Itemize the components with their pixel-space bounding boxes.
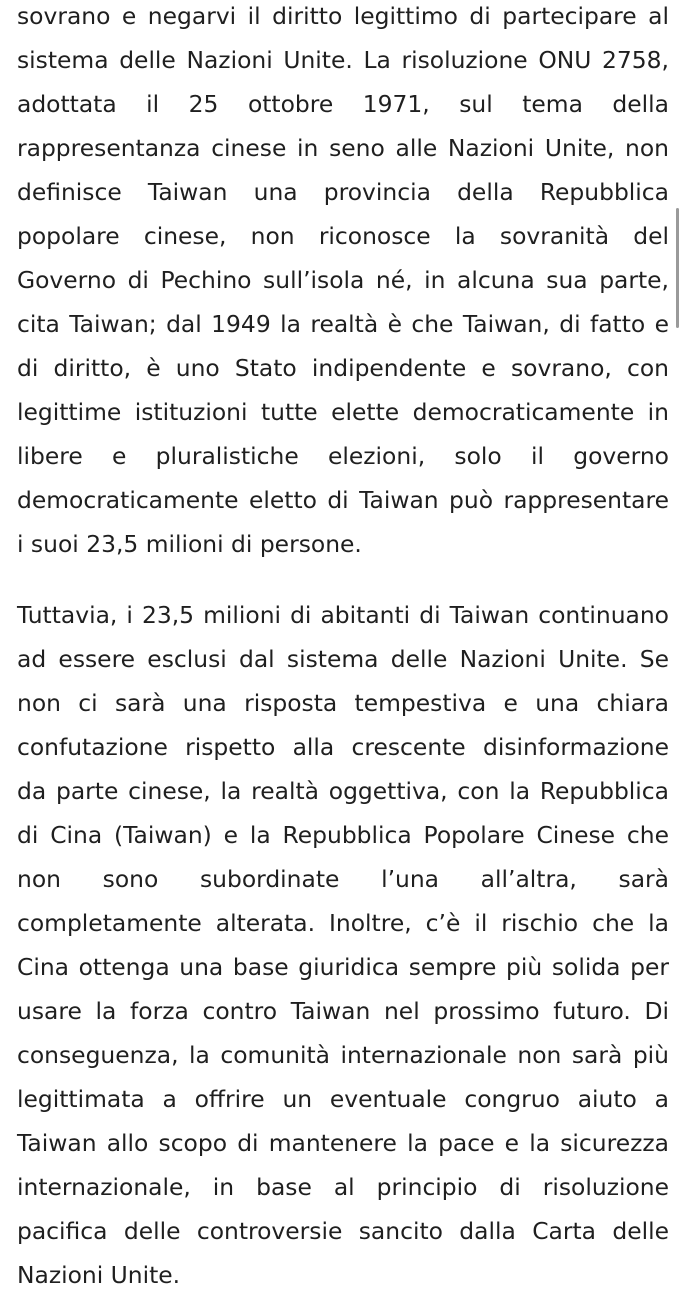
paragraph-gap (17, 566, 669, 593)
paragraph-line: libere e pluralistiche elezioni, solo il governo (17, 442, 669, 470)
paragraph-line: sistema delle Nazioni Unite. La risoluzione ONU 2758, (17, 46, 669, 74)
paragraph-line: ad essere esclusi dal sistema delle Nazioni Unite. Se (17, 645, 669, 673)
paragraph-line: rappresentanza cinese in seno alle Nazioni Unite, non (17, 134, 669, 162)
paragraph-line: Nazioni Unite. (17, 1261, 181, 1289)
scrollbar-thumb[interactable] (676, 208, 679, 328)
paragraph-line: cita Taiwan; dal 1949 la realtà è che Taiwan, di fatto e (17, 310, 669, 338)
paragraph-2 (17, 593, 669, 1297)
paragraph-line: legittimata a offrire un eventuale congruo aiuto a (17, 1085, 669, 1113)
paragraph-line: i suoi 23,5 milioni di persone. (17, 530, 362, 558)
paragraph-1 (17, 0, 669, 566)
paragraph-line: sovrano e negarvi il diritto legittimo di partecipare al (17, 2, 669, 30)
paragraph-line: Cina ottenga una base giuridica sempre più solida per (17, 953, 669, 981)
paragraph-line: legittime istituzioni tutte elette democraticamente in (17, 398, 669, 426)
paragraph-line: Tuttavia, i 23,5 milioni di abitanti di Taiwan continuano (17, 601, 669, 629)
paragraph-line: Taiwan allo scopo di mantenere la pace e la sicurezza (17, 1129, 669, 1157)
article-body (17, 0, 669, 1297)
paragraph-line: internazionale, in base al principio di risoluzione (17, 1173, 669, 1201)
paragraph-line: Governo di Pechino sull’isola né, in alcuna sua parte, (17, 266, 669, 294)
paragraph-line: definisce Taiwan una provincia della Repubblica (17, 178, 669, 206)
paragraph-line: pacifica delle controversie sancito dalla Carta delle (17, 1217, 669, 1245)
paragraph-line: confutazione rispetto alla crescente disinformazione (17, 733, 669, 761)
paragraph-line: non ci sarà una risposta tempestiva e una chiara (17, 689, 669, 717)
paragraph-line: di diritto, è uno Stato indipendente e sovrano, con (17, 354, 669, 382)
paragraph-line: adottata il 25 ottobre 1971, sul tema della (17, 90, 669, 118)
paragraph-line: da parte cinese, la realtà oggettiva, con la Repubblica (17, 777, 669, 805)
paragraph-line: popolare cinese, non riconosce la sovranità del (17, 222, 669, 250)
paragraph-line: di Cina (Taiwan) e la Repubblica Popolare Cinese che (17, 821, 669, 849)
paragraph-line: usare la forza contro Taiwan nel prossimo futuro. Di (17, 997, 669, 1025)
paragraph-line: non sono subordinate l’una all’altra, sarà (17, 865, 669, 893)
paragraph-line: democraticamente eletto di Taiwan può rappresentare (17, 486, 669, 514)
paragraph-line: completamente alterata. Inoltre, c’è il rischio che la (17, 909, 669, 937)
paragraph-line: conseguenza, la comunità internazionale non sarà più (17, 1041, 669, 1069)
